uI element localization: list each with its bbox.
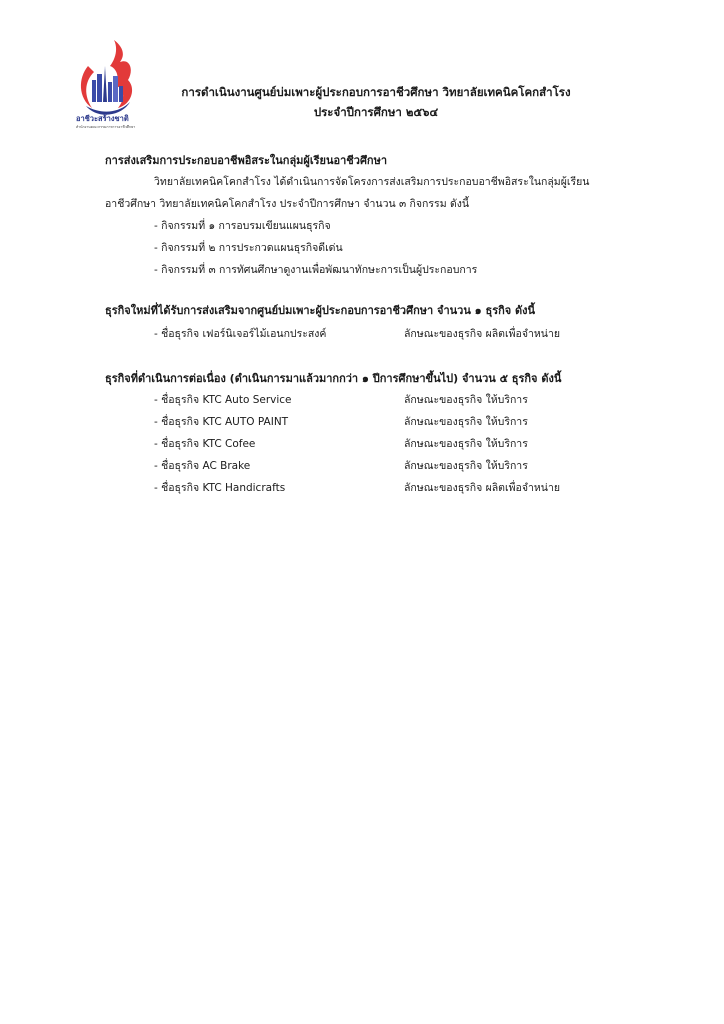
section2-heading: ธุรกิจใหม่ที่ได้รับการส่งเสริมจากศูนย์บ่มเพาะผู้ประกอบการอาชีวศึกษา จำนวน ๑ ธุรกิจ ดังนี้ — [105, 304, 536, 317]
activity-item: - กิจกรรมที่ ๒ การประกวดแผนธุรกิจดีเด่น — [154, 242, 343, 254]
business-type: ลักษณะของธุรกิจ ให้บริการ — [404, 460, 528, 472]
business-type: ลักษณะของธุรกิจ ให้บริการ — [404, 438, 528, 450]
business-name: - ชื่อธุรกิจ KTC Handicrafts — [154, 482, 286, 494]
document-subtitle: ประจำปีการศึกษา ๒๕๖๔ — [313, 105, 439, 119]
business-type: ลักษณะของธุรกิจ ให้บริการ — [404, 394, 528, 406]
business-name: - ชื่อธุรกิจ KTC Auto Service — [154, 394, 292, 406]
section1-paragraph-line2: อาชีวศึกษา วิทยาลัยเทคนิคโคกสำโรง ประจำปีการศึกษา จำนวน ๓ กิจกรรม ดังนี้ — [105, 198, 470, 210]
business-type: ลักษณะของธุรกิจ ให้บริการ — [404, 416, 528, 428]
activity-item: - กิจกรรมที่ ๓ การทัศนศึกษาดูงานเพื่อพัฒนาทักษะการเป็นผู้ประกอบการ — [154, 264, 478, 276]
activity-item: - กิจกรรมที่ ๑ การอบรมเขียนแผนธุรกิจ — [154, 220, 331, 232]
business-name: - ชื่อธุรกิจ เฟอร์นิเจอร์ไม้เอนกประสงค์ — [154, 328, 327, 340]
section1-paragraph-line1: วิทยาลัยเทคนิคโคกสำโรง ได้ดำเนินการจัดโครงการส่งเสริมการประกอบอาชีพอิสระในกลุ่มผู้เรียน — [154, 176, 590, 188]
business-name: - ชื่อธุรกิจ KTC Cofee — [154, 438, 256, 450]
business-name: - ชื่อธุรกิจ KTC AUTO PAINT — [154, 416, 289, 428]
business-name: - ชื่อธุรกิจ AC Brake — [154, 460, 251, 472]
business-type: ลักษณะของธุรกิจ ผลิตเพื่อจำหน่าย — [404, 482, 561, 494]
section3-heading: ธุรกิจที่ดำเนินการต่อเนื่อง (ดำเนินการมาแล้วมากกว่า ๑ ปีการศึกษาขึ้นไป) จำนวน ๕ ธุรกิจ ดังนี้ — [105, 372, 562, 385]
section1-heading: การส่งเสริมการประกอบอาชีพอิสระในกลุ่มผู้เรียนอาชีวศึกษา — [105, 154, 388, 167]
logo-caption: อาชีวะสร้างชาติ — [76, 114, 129, 123]
logo-subcaption: สำนักงานคณะกรรมการการอาชีวศึกษา — [76, 125, 136, 129]
document-title: การดำเนินงานศูนย์บ่มเพาะผู้ประกอบการอาชีวศึกษา วิทยาลัยเทคนิคโคกสำโรง — [181, 85, 571, 99]
business-type: ลักษณะของธุรกิจ ผลิตเพื่อจำหน่าย — [404, 328, 561, 340]
